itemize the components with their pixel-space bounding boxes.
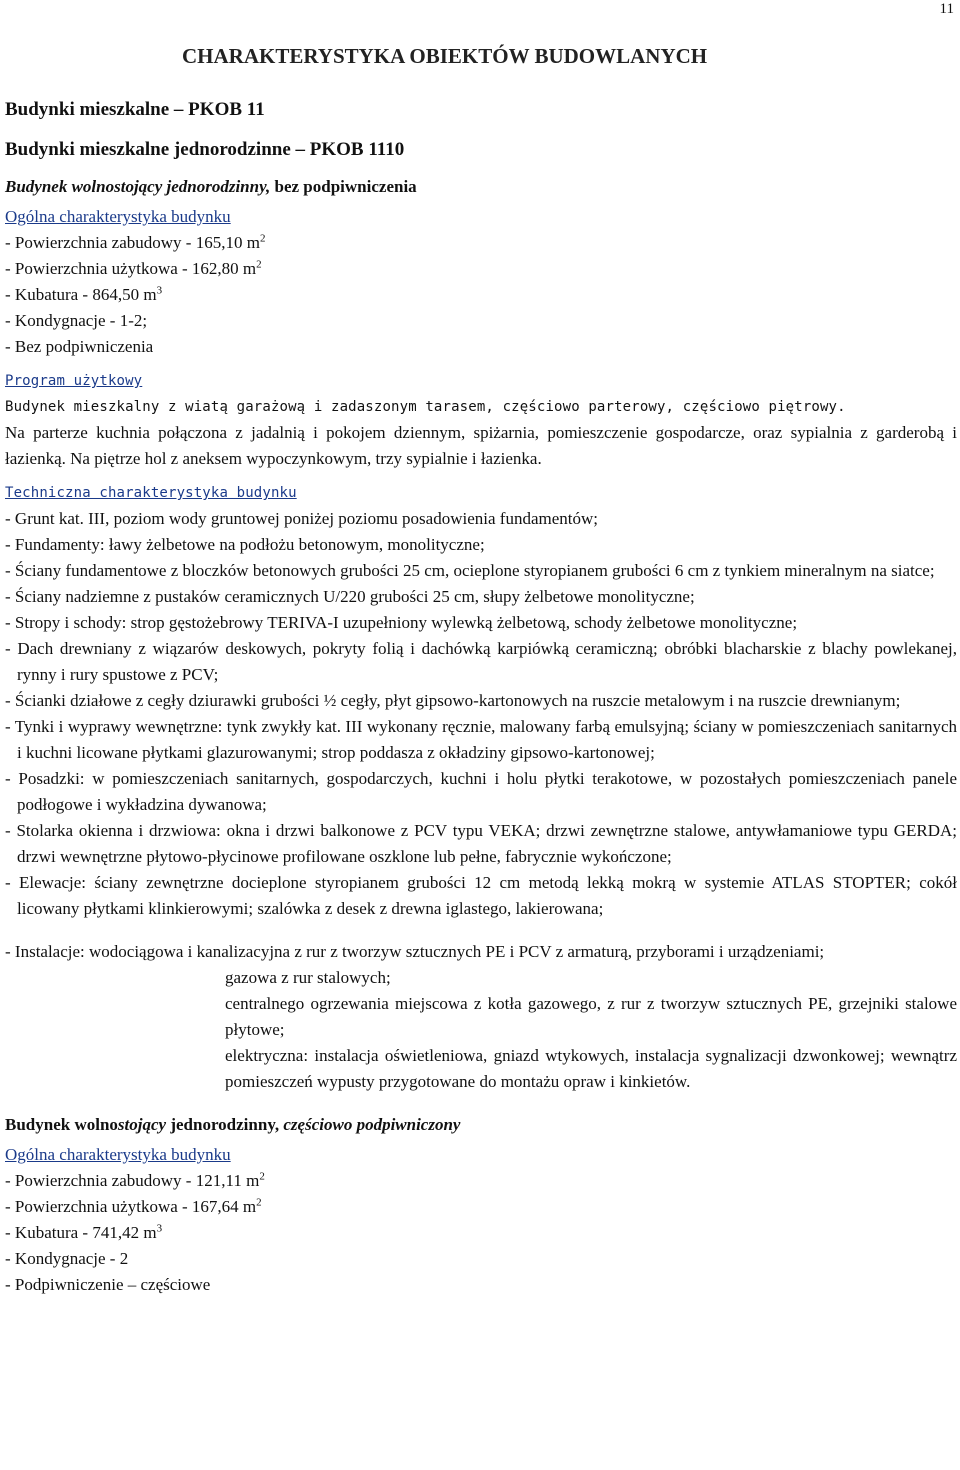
- spec-text: - Powierzchnia użytkowa - 162,80 m: [5, 259, 257, 278]
- spec-item: [5, 1272, 957, 1298]
- tech-item: - Posadzki: w pomieszczeniach sanitarnych, gospodarczych, kuchni i holu płytki terakotowe, w pozostałych pomieszczeniach panele podłogowe i wykładzina dywanowa;: [5, 769, 957, 814]
- spec-text: - Kondygnacje - 1-2;: [5, 311, 148, 330]
- spec-text: - Powierzchnia zabudowy - 121,11 m: [5, 1171, 260, 1190]
- building-2-title-b: stojący: [117, 1115, 167, 1134]
- building-2-title-c: jednorodzinny,: [166, 1115, 284, 1134]
- installations-item: [5, 939, 957, 1095]
- spec-item: [5, 1168, 957, 1194]
- section-technical-label: Techniczna charakterystyka budynku: [5, 485, 297, 501]
- spec-text: - Kubatura - 741,42 m: [5, 1223, 157, 1242]
- tech-item: - Stropy i schody: strop gęstożebrowy TERIVA-I uzupełniony wylewką żelbetową, schody żelbetowe monolityczne;: [5, 613, 798, 632]
- building-1-title-rest: bez podpiwniczenia: [270, 177, 417, 196]
- document-title: CHARAKTERYSTYKA OBIEKTÓW BUDOWLANYCH: [182, 44, 708, 68]
- technical-specs-list: [5, 506, 957, 1095]
- building-2-title-d: częściowo podpiwniczony: [283, 1115, 461, 1134]
- spec-text: - Podpiwniczenie – częściowe: [5, 1275, 211, 1294]
- page-number: 11: [939, 1, 954, 17]
- heading-pkob-1110: Budynki mieszkalne jednorodzinne – PKOB 1110: [5, 139, 405, 160]
- tech-item: - Tynki i wyprawy wewnętrzne: tynk zwykły kat. III wykonany ręcznie, malowany farbą emulsyjną; ściany w pomieszczeniach sanitarnych i kuchni licowane płytkami glazurowanymi; strop poddasza z okładziny gipsowo-kartonowej;: [5, 717, 957, 762]
- tech-item: - Ściany fundamentowe z bloczków betonowych grubości 25 cm, ocieplone styropianem grubości 6 cm z tynkiem mineralnym na siatce;: [5, 561, 935, 580]
- building-1-title: [5, 174, 957, 200]
- tech-item: - Ścianki działowe z cegły dziurawki grubości ½ cegły, płyt gipsowo-kartonowych na ruszcie metalowym i na ruszcie drewnianym;: [5, 691, 901, 710]
- building-2-title-a: Budynek wolno: [5, 1115, 118, 1134]
- building-2-title: [5, 1112, 957, 1138]
- spec-item: [5, 334, 957, 360]
- section-general-label: Ogólna charakterystyka budynku: [5, 207, 231, 226]
- spec-text: - Powierzchnia zabudowy - 165,10 m: [5, 233, 260, 252]
- spec-unit-sup: 2: [259, 1170, 265, 1183]
- spec-text: - Kondygnacje - 2: [5, 1249, 129, 1268]
- spec-item: [5, 230, 957, 256]
- installation-entry: elektryczna: instalacja oświetleniowa, gniazd wtykowych, instalacja sygnalizacji dzwonkowej; wewnątrz pomieszczeń wypusty przygotowane do montażu opraw i kinkietów.: [225, 1046, 957, 1091]
- general-specs-list: [5, 230, 957, 360]
- spec-item: [5, 1194, 957, 1220]
- spec-item: [5, 1246, 957, 1272]
- heading-pkob-11: Budynki mieszkalne – PKOB 11: [5, 99, 265, 120]
- installation-entry: gazowa z rur stalowych;: [225, 968, 391, 987]
- building-1-title-italic: Budynek wolnostojący jednorodzinny,: [5, 177, 271, 196]
- installation-entry: centralnego ogrzewania miejscowa z kotła gazowego, z rur z tworzyw sztucznych PE, grzejniki stalowe płytowe;: [225, 994, 957, 1039]
- section-general-label-2: Ogólna charakterystyka budynku: [5, 1145, 231, 1164]
- tech-item: - Grunt kat. III, poziom wody gruntowej poniżej poziomu posadowienia fundamentów;: [5, 509, 598, 528]
- installations-lead: - Instalacje:: [5, 942, 90, 961]
- tech-item: - Elewacje: ściany zewnętrzne docieplone styropianem grubości 12 cm metodą lekką mokrą w systemie ATLAS STOPTER; cokół licowany płytkami klinkierowymi; szalówka z desek z drewna iglastego, lakierowana;: [5, 873, 957, 918]
- spec-unit-sup: 3: [156, 1222, 163, 1235]
- tech-item: - Ściany nadziemne z pustaków ceramicznych U/220 grubości 25 cm, słupy żelbetowe monolityczne;: [5, 587, 695, 606]
- spec-item: [5, 1220, 957, 1246]
- tech-item: - Stolarka okienna i drzwiowa: okna i drzwi balkonowe z PCV typu VEKA; drzwi zewnętrzne stalowe, antywłamaniowe typu GERDA; drzwi wewnętrzne płytowo-płycinowe profilowane oszklone lub pełne, fabrycznie wykończone;: [5, 821, 957, 866]
- spec-text: - Kubatura - 864,50 m: [5, 285, 157, 304]
- spec-text: - Bez podpiwniczenia: [5, 337, 154, 356]
- spec-unit-sup: 3: [156, 284, 163, 297]
- spec-item: [5, 282, 957, 308]
- program-description-2: Na parterze kuchnia połączona z jadalnią i pokojem dziennym, spiżarnia, pomieszczenie gospodarcze, oraz sypialnia z garderobą i łazienką. Na piętrze hol z aneksem wypoczynkowym, trzy sypialnie i łazienka.: [5, 423, 957, 468]
- general-specs-list-2: [5, 1168, 957, 1298]
- tech-item: - Fundamenty: ławy żelbetowe na podłożu betonowym, monolityczne;: [5, 535, 485, 554]
- section-program-label: Program użytkowy: [5, 373, 143, 389]
- spec-unit-sup: 2: [256, 258, 262, 271]
- spec-item: [5, 308, 957, 334]
- spec-unit-sup: 2: [259, 232, 266, 245]
- spec-unit-sup: 2: [256, 1196, 262, 1209]
- tech-item: - Dach drewniany z wiązarów deskowych, pokryty folią i dachówką karpiówką ceramiczną; obróbki blacharskie z blachy powlekanej, rynny i rury spustowe z PCV;: [5, 639, 957, 684]
- program-description-1: Budynek mieszkalny z wiatą garażową i zadaszonym tarasem, częściowo parterowy, częściowo piętrowy.: [5, 399, 846, 415]
- spec-text: - Powierzchnia użytkowa - 167,64 m: [5, 1197, 257, 1216]
- document-body: [5, 92, 957, 1298]
- spec-item: [5, 256, 957, 282]
- installation-entry: wodociągowa i kanalizacyjna z rur z tworzyw sztucznych PE i PCV z armaturą, przyborami i urządzeniami;: [89, 942, 825, 961]
